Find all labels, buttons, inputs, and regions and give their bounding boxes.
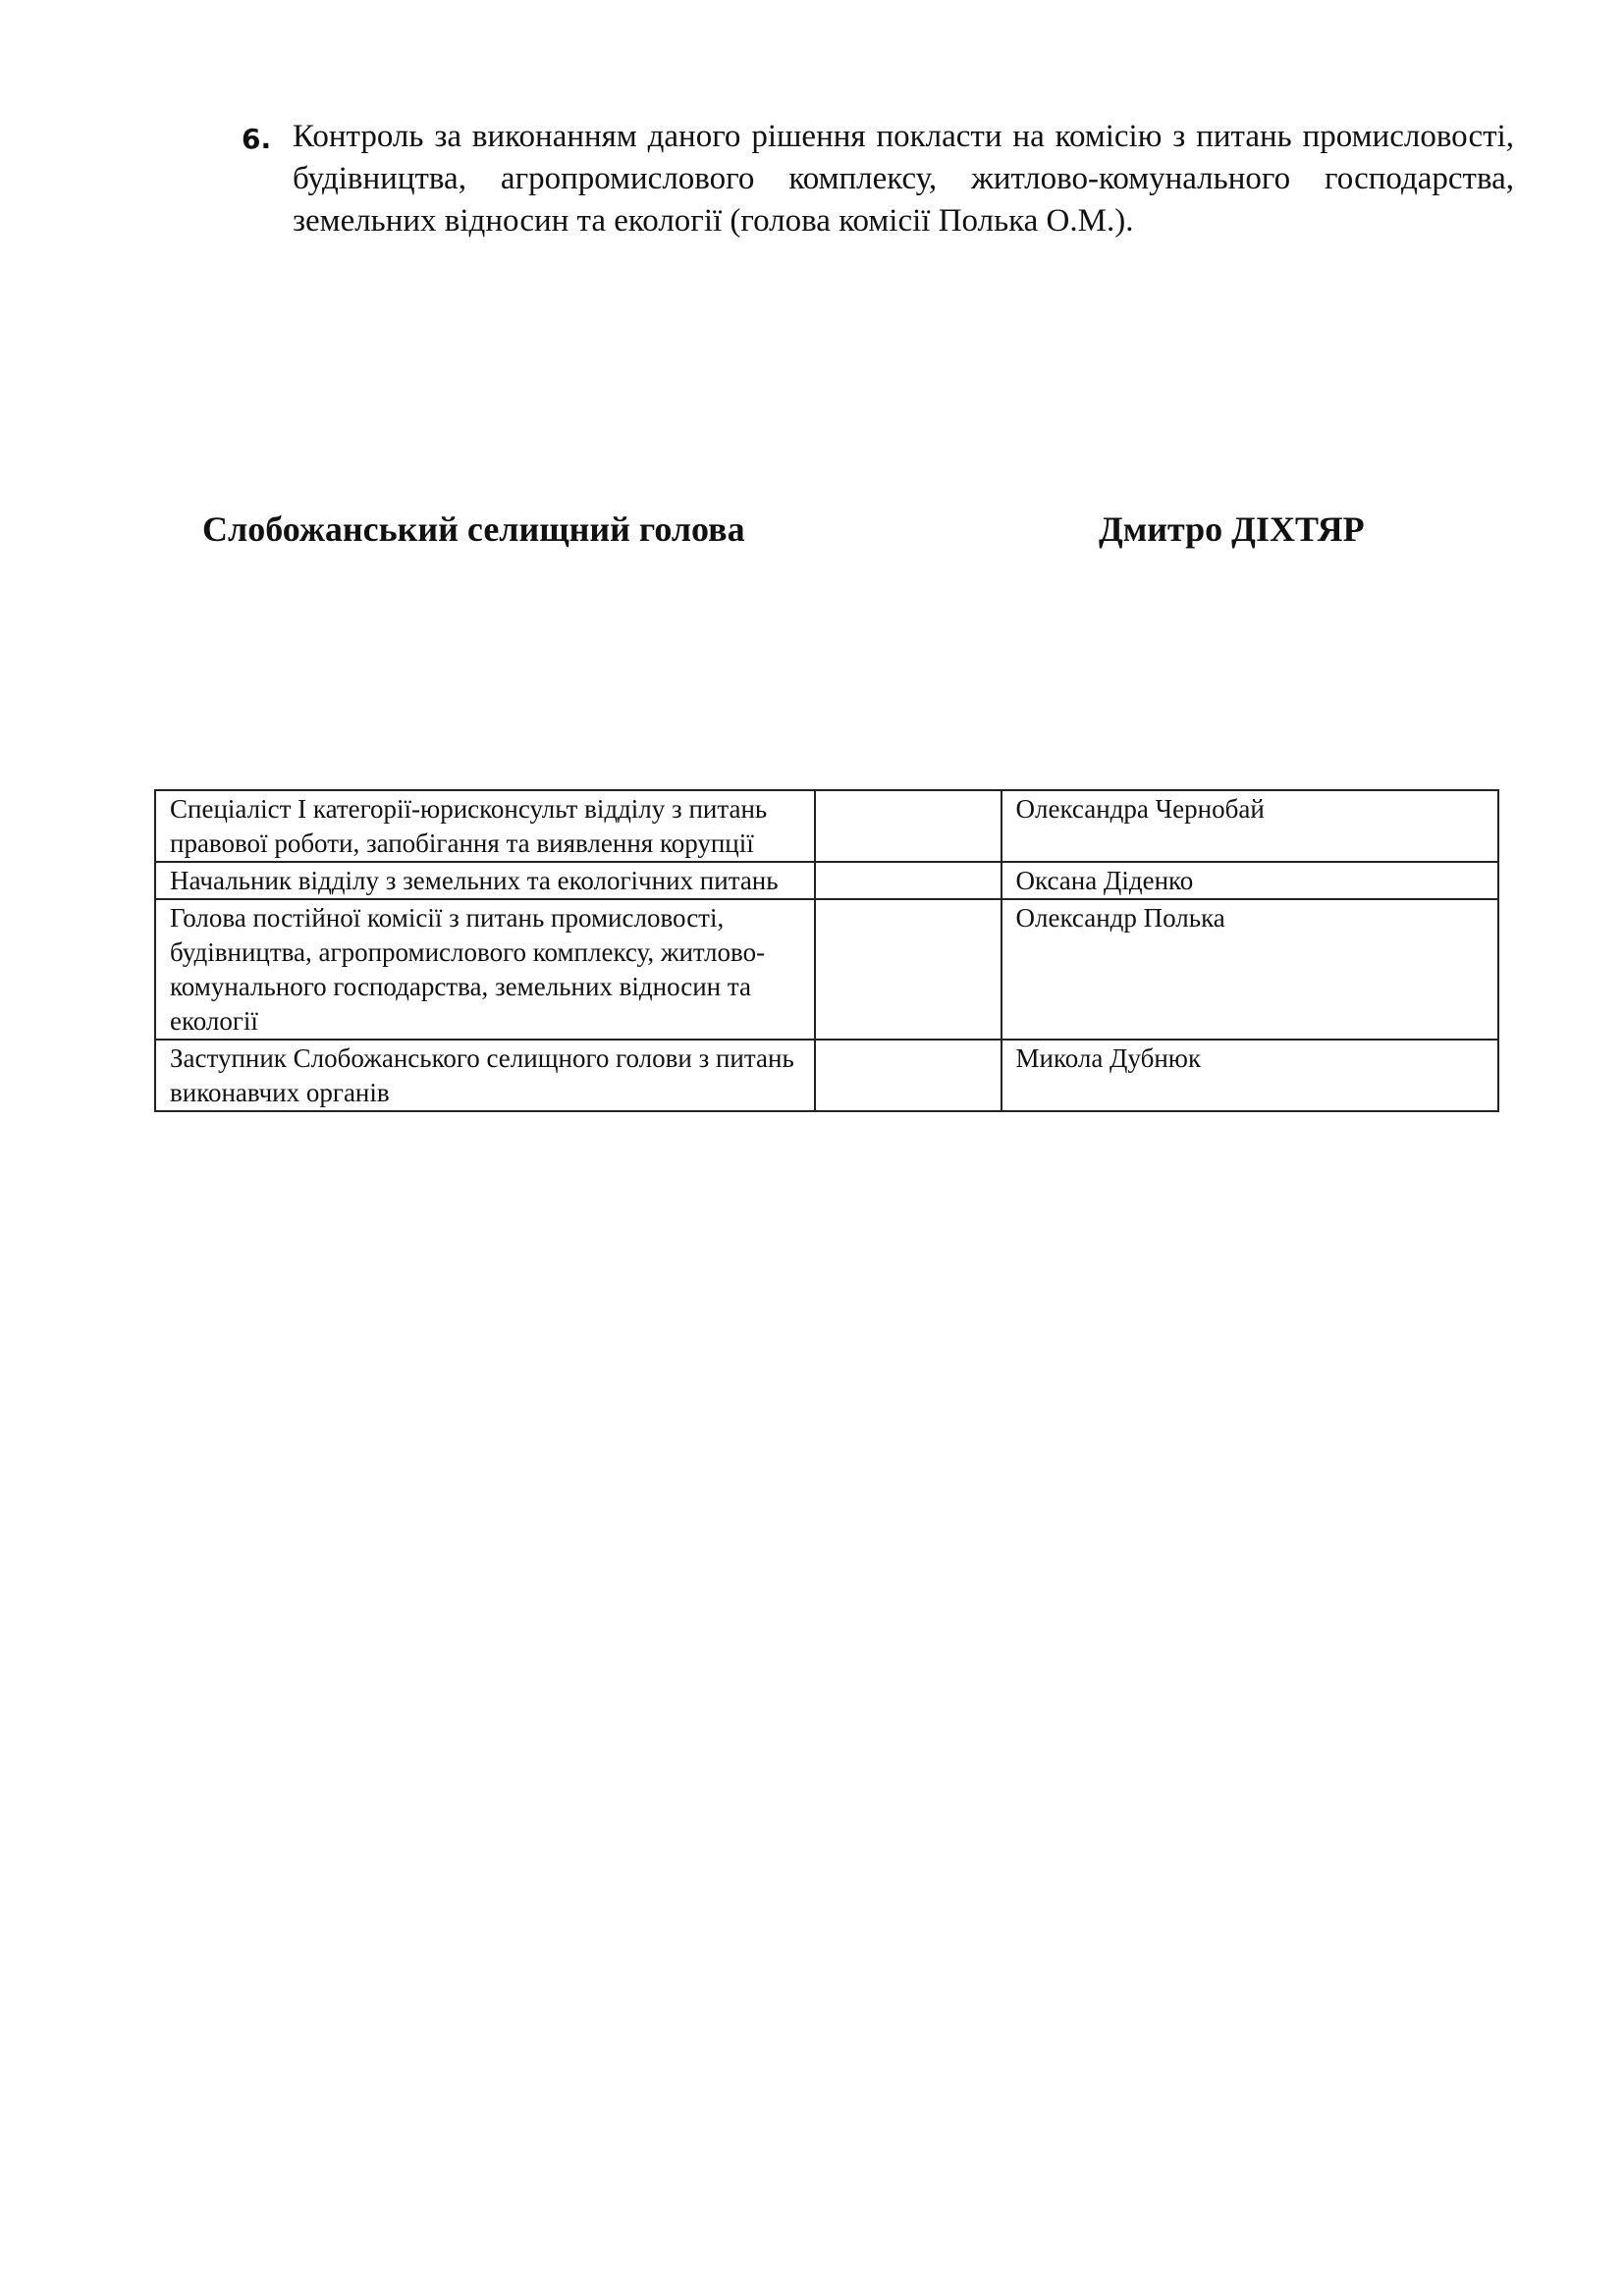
approval-row xyxy=(155,1040,1498,1111)
approval-name: Олександр Полька xyxy=(1001,899,1499,1040)
signatory-name: Дмитро ДІХТЯР xyxy=(1099,509,1365,549)
approvals-table xyxy=(154,789,1499,1112)
approval-position: Спеціаліст І категорії-юрисконсульт відділу з питань правової роботи, запобігання та виявлення корупції xyxy=(155,790,815,862)
signatory-position: Слобожанський селищний голова xyxy=(202,509,745,549)
approval-name: Олександра Чернобай xyxy=(1001,790,1499,862)
approval-row xyxy=(155,899,1498,1040)
approval-name: Оксана Діденко xyxy=(1001,862,1499,899)
approval-position: Голова постійної комісії з питань промисловості, будівництва, агропромислового комплексу, житлово-комунального господарства, земельних відносин та екології xyxy=(155,899,815,1040)
approval-signature-cell xyxy=(815,1040,1001,1111)
approval-signature-cell xyxy=(815,899,1001,1040)
item-number: 6. xyxy=(242,123,272,155)
approval-signature-cell xyxy=(815,862,1001,899)
approval-position: Начальник відділу з земельних та екологічних питань xyxy=(155,862,815,899)
item-text: Контроль за виконанням даного рішення покласти на комісію з питань промисловості, будівництва, агропромислового комплексу, житлово-комунального господарства, земельних відносин та екології (голова комісії Полька О.М.). xyxy=(293,119,1514,239)
approval-signature-cell xyxy=(815,790,1001,862)
approval-row xyxy=(155,862,1498,899)
approval-name: Микола Дубнюк xyxy=(1001,1040,1499,1111)
decision-item-6 xyxy=(242,116,1514,242)
approval-position: Заступник Слобожанського селищного голови з питань виконавчих органів xyxy=(155,1040,815,1111)
approval-row xyxy=(155,790,1498,862)
